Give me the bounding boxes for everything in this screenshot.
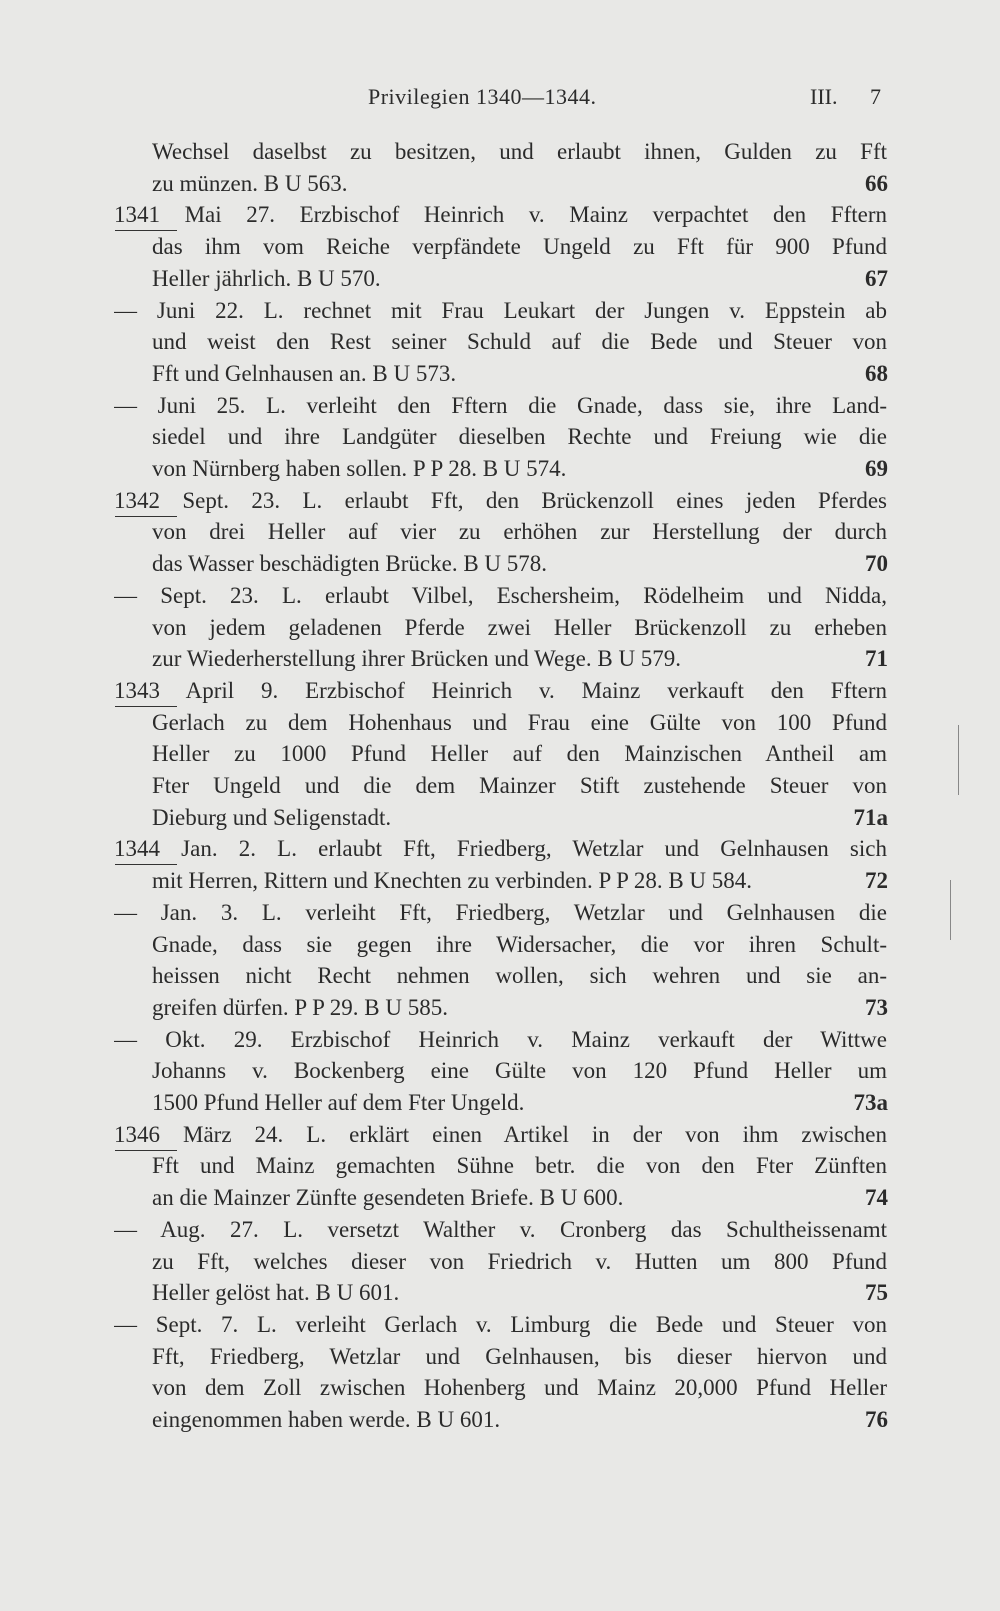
page-number: 7: [870, 84, 881, 109]
text-line: heissen nicht Recht nehmen wollen, sich wehren und sie an-: [152, 963, 887, 988]
section-number: III.: [810, 84, 838, 109]
text-line: — Juni 25. L. verleiht den Fftern die Gnade, dass sie, ihre Land-: [114, 393, 887, 418]
text-line: an die Mainzer Zünfte gesendeten Briefe. B U 600.: [152, 1185, 624, 1210]
entry-number: 73: [865, 995, 888, 1020]
margin-mark: [950, 880, 951, 940]
entry-number: 71: [865, 646, 888, 671]
text-line: Gnade, dass sie gegen ihre Widersacher, die vor ihren Schult-: [152, 932, 887, 957]
text-line: zu münzen. B U 563.: [152, 171, 348, 196]
text-line: von dem Zoll zwischen Hohenberg und Mainz 20,000 Pfund Heller: [152, 1375, 887, 1400]
entry-number: 69: [865, 456, 888, 481]
text-line: von jedem geladenen Pferde zwei Heller Brückenzoll zu erheben: [152, 615, 887, 640]
text-line: — Jan. 3. L. verleiht Fft, Friedberg, Wetzlar und Gelnhausen die: [114, 900, 887, 925]
text-line: — Sept. 7. L. verleiht Gerlach v. Limburg die Bede und Steuer von: [114, 1312, 887, 1337]
text-line: 1343 April 9. Erzbischof Heinrich v. Mainz verkauft den Fftern: [114, 678, 887, 703]
text-line: Fft und Gelnhausen an. B U 573.: [152, 361, 457, 386]
text-line: Johanns v. Bockenberg eine Gülte von 120 Pfund Heller um: [152, 1058, 887, 1083]
text-line: — Aug. 27. L. versetzt Walther v. Cronberg das Schultheissenamt: [114, 1217, 887, 1242]
text-line: Fft und Mainz gemachten Sühne betr. die von den Fter Zünften: [152, 1153, 887, 1178]
text-line: Dieburg und Seligenstadt.: [152, 805, 392, 830]
text-line: 1342 Sept. 23. L. erlaubt Fft, den Brückenzoll eines jeden Pferdes: [114, 488, 887, 513]
entry-number: 68: [865, 361, 888, 386]
text-line: das Wasser beschädigten Brücke. B U 578.: [152, 551, 548, 576]
text-line: Fter Ungeld und die dem Mainzer Stift zustehende Steuer von: [152, 773, 887, 798]
entry-number: 66: [865, 171, 888, 196]
text-line: Heller jährlich. B U 570.: [152, 266, 381, 291]
entry-number: 70: [865, 551, 888, 576]
entry-number: 67: [865, 266, 888, 291]
text-line: siedel und ihre Landgüter dieselben Rechte und Freiung wie die: [152, 424, 887, 449]
text-line: und weist den Rest seiner Schuld auf die Bede und Steuer von: [152, 329, 887, 354]
entry-number: 76: [865, 1407, 888, 1432]
text-line: zur Wiederherstellung ihrer Brücken und Wege. B U 579.: [152, 646, 682, 671]
text-line: 1500 Pfund Heller auf dem Fter Ungeld.: [152, 1090, 525, 1115]
text-line: 1346 März 24. L. erklärt einen Artikel in der von ihm zwischen: [114, 1122, 887, 1147]
text-line: mit Herren, Rittern und Knechten zu verbinden. P P 28. B U 584.: [152, 868, 753, 893]
text-line: Heller gelöst hat. B U 601.: [152, 1280, 400, 1305]
entry-number: 75: [865, 1280, 888, 1305]
text-line: von drei Heller auf vier zu erhöhen zur Herstellung der durch: [152, 519, 887, 544]
text-line: — Sept. 23. L. erlaubt Vilbel, Eschersheim, Rödelheim und Nidda,: [114, 583, 887, 608]
margin-mark: [958, 725, 959, 795]
text-line: zu Fft, welches dieser von Friedrich v. Hutten um 800 Pfund: [152, 1249, 887, 1274]
text-line: 1344 Jan. 2. L. erlaubt Fft, Friedberg, Wetzlar und Gelnhausen sich: [114, 836, 887, 861]
text-line: Fft, Friedberg, Wetzlar und Gelnhausen, bis dieser hiervon und: [152, 1344, 887, 1369]
text-line: 1341 Mai 27. Erzbischof Heinrich v. Mainz verpachtet den Fftern: [114, 202, 887, 227]
text-line: von Nürnberg haben sollen. P P 28. B U 574.: [152, 456, 567, 481]
text-line: das ihm vom Reiche verpfändete Ungeld zu Fft für 900 Pfund: [152, 234, 887, 259]
entry-number: 71a: [853, 805, 888, 830]
text-line: Wechsel daselbst zu besitzen, und erlaubt ihnen, Gulden zu Fft: [152, 139, 887, 164]
entry-number: 72: [865, 868, 888, 893]
text-line: greifen dürfen. P P 29. B U 585.: [152, 995, 448, 1020]
text-line: Heller zu 1000 Pfund Heller auf den Mainzischen Antheil am: [152, 741, 887, 766]
text-line: — Okt. 29. Erzbischof Heinrich v. Mainz verkauft der Wittwe: [114, 1027, 887, 1052]
entry-number: 73a: [853, 1090, 888, 1115]
text-line: eingenommen haben werde. B U 601.: [152, 1407, 501, 1432]
running-title: Privilegien 1340—1344.: [368, 84, 597, 109]
text-line: — Juni 22. L. rechnet mit Frau Leukart der Jungen v. Eppstein ab: [114, 298, 887, 323]
entry-number: 74: [865, 1185, 888, 1210]
text-line: Gerlach zu dem Hohenhaus und Frau eine Gülte von 100 Pfund: [152, 710, 887, 735]
